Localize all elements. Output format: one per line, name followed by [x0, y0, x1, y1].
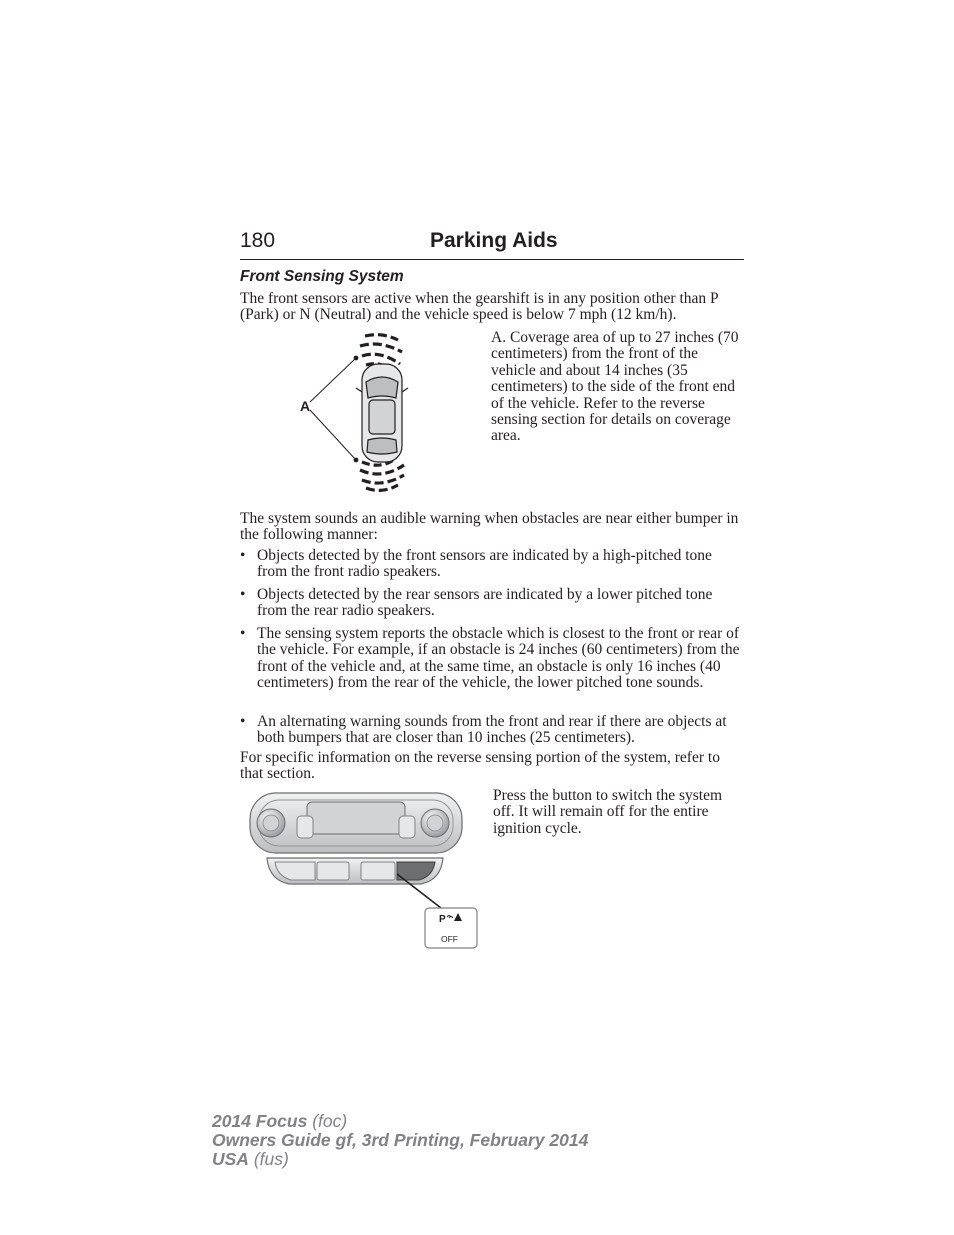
footer-region: USA — [212, 1149, 249, 1169]
parking-aid-icon: P — [439, 914, 446, 925]
list-item — [240, 714, 745, 747]
list-item — [240, 626, 745, 692]
callout-label-a: A — [300, 398, 311, 414]
car-coverage-diagram — [290, 330, 425, 495]
section-heading: Front Sensing System — [240, 268, 404, 285]
footer-model-code: (foc) — [312, 1111, 348, 1131]
off-label: OFF — [441, 934, 458, 944]
list-item-text: Objects detected by the front sensors are indicated by a high-pitched tone from the front radio speakers. — [257, 547, 712, 581]
list-item-text: An alternating warning sounds from the front and rear if there are objects at both bumpers that are closer than 10 inches (25 centimeters). — [257, 713, 727, 747]
header-rule — [240, 259, 744, 260]
warning-intro: The system sounds an audible warning when obstacles are near either bumper in the following manner: — [240, 510, 739, 544]
page-number: 180 — [240, 229, 276, 252]
footer-model: 2014 Focus — [212, 1111, 308, 1131]
intro-paragraph: The front sensors are active when the gearshift is in any position other than P (Park) or N (Neutral) and the vehicle speed is below 7 mph (12 km/h). — [240, 290, 719, 324]
list-item — [240, 548, 745, 581]
car-top-view — [356, 364, 408, 462]
bullet-marker: • — [240, 625, 246, 642]
footer — [212, 1112, 588, 1169]
footer-line-model — [212, 1112, 588, 1131]
list-item-text: The sensing system reports the obstacle which is closest to the front or rear of the vehicle. For example, if an obstacle is 24 inches (60 centimeters) from the front of the vehicle and, at the same time, an obstacle is only 16 inches (40 centimeters) from the rear of the vehicle, the lower pitched tone sounds. — [257, 625, 740, 692]
reverse-reference: For specific information on the reverse sensing portion of the system, refer to that section. — [240, 749, 720, 783]
footer-line-guide — [212, 1131, 588, 1150]
footer-line-region — [212, 1150, 588, 1169]
parking-aid-off-button[interactable] — [425, 908, 477, 948]
bullet-marker: • — [240, 547, 246, 564]
footer-region-code: (fus) — [253, 1149, 289, 1169]
coverage-caption: A. Coverage area of up to 27 inches (70 centimeters) from the front of the vehicle and about 14 inches (35 centimeters) to the side of the front end of the vehicle. Refer to the reverse sensing section for details on coverage area. — [491, 329, 739, 445]
list-item — [240, 587, 745, 620]
bullet-marker: • — [240, 713, 246, 730]
list-item-text: Objects detected by the rear sensors are indicated by a lower pitched tone from the rear radio speakers. — [257, 586, 713, 620]
switch-off-caption: Press the button to switch the system off. It will remain off for the entire ignition cycle. — [493, 787, 723, 837]
bullet-marker: • — [240, 586, 246, 603]
footer-guide: Owners Guide gf, 3rd Printing, February 2014 — [212, 1130, 589, 1150]
chapter-title: Parking Aids — [430, 229, 558, 252]
control-panel-diagram — [245, 788, 485, 953]
